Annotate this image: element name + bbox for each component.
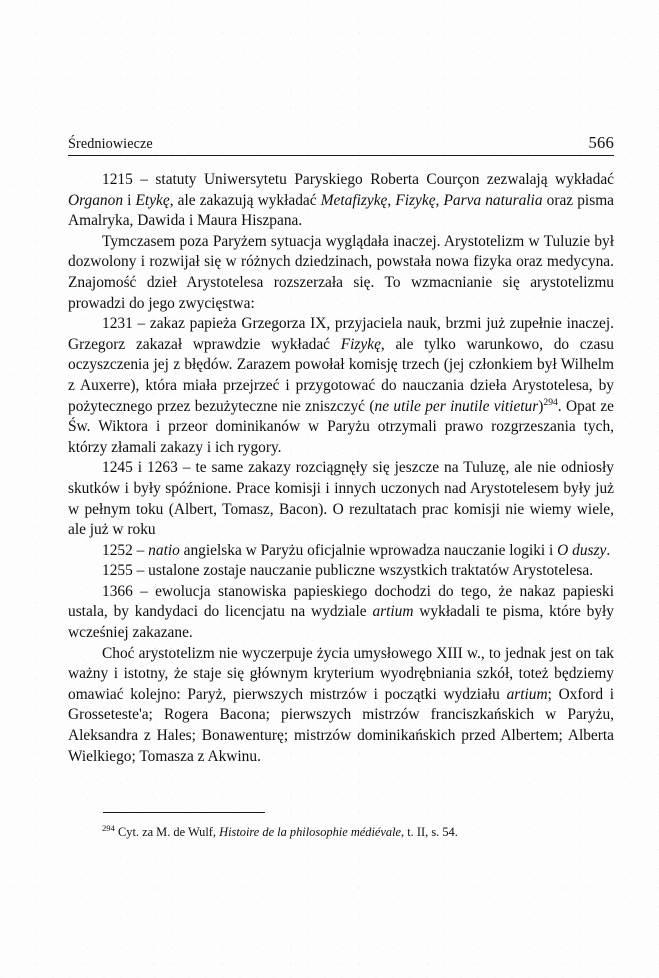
text-run: ) — [538, 397, 544, 415]
text-run: Cyt. za M. de Wulf, — [114, 825, 220, 839]
text-run: 1255 – ustalone zostaje nauczanie publiczne wszystkich traktatów Arystotelesa. — [102, 562, 594, 580]
paragraph — [68, 314, 614, 458]
italic-title-run: Etykę — [135, 191, 170, 209]
running-head — [68, 133, 614, 153]
italic-title-run: Parva naturalia — [443, 191, 543, 209]
italic-title-run: Organon — [68, 191, 124, 209]
italic-title-run: ne utile per inutile vitietur — [374, 397, 539, 415]
header-rule — [68, 155, 614, 156]
paragraph — [68, 582, 614, 644]
italic-title-run: artium — [506, 685, 548, 703]
footnote-number: 294 — [102, 822, 115, 833]
text-run: angielska w Paryżu oficjalnie wprowadza nauczanie logiki i — [179, 541, 558, 559]
italic-title-run: O duszy — [557, 541, 607, 559]
text-run: , — [435, 191, 444, 209]
text-run: , ale zakazują wykładać — [169, 191, 321, 209]
text-run: , ale tylko warunkowo, do czasu oczyszczenia jej z błędów. Zarazem powołał komisję trzech (jej członkiem był Wilhelm z Auxerre), która miała przejrzeć i przygotować do nauczania dzieła Arystotelesa, by pożytecznego przez bezużyteczne nie zniszczyć ( — [68, 335, 614, 415]
paragraph — [68, 541, 614, 562]
running-head-title: Średniowiecze — [68, 136, 153, 152]
text-run: . — [606, 541, 611, 559]
paragraph — [68, 561, 614, 582]
paragraph — [68, 644, 614, 768]
footnote-reference-marker: 294 — [543, 396, 558, 408]
text-run: 1215 – statuty Uniwersytetu Paryskiego Roberta Courçon zezwalają wykładać — [102, 171, 614, 188]
footnote-area — [68, 824, 614, 840]
footnote-entry — [68, 824, 614, 840]
text-run: oraz pisma Amalryka, Dawida i Maura Hiszpana. — [68, 191, 614, 230]
text-run: . Opat ze Św. Wiktora i przeor dominikanów w Paryżu otrzymali prawo rozgrzeszania tych, którzy złamali zakazy i ich rygory. — [68, 397, 614, 456]
text-run: 1366 – ewolucja stanowiska papieskiego dochodzi do tego, że nakaz papieski ustala, by kandydaci do licencjatu na wydziale — [68, 582, 614, 621]
italic-title-run: Metafizykę — [320, 191, 388, 209]
italic-title-run: artium — [372, 603, 414, 621]
italic-title-run: natio — [148, 541, 180, 559]
italic-title-run: Fizykę — [340, 335, 381, 353]
page-number: 566 — [588, 133, 614, 152]
text-run: 1245 i 1263 – te same zakazy rozciągnęły się jeszcze na Tuluzę, ale nie odniosły skutków i były spóźnione. Prace komisji i innych uczonych nad Arystotelesem były już w pełnym toku (Albert, Tomasz, Bacon). O rezultatach prac komisji nie wiemy wiele, ale już w roku — [68, 459, 614, 539]
text-run: , t. II, s. 54. — [401, 825, 458, 839]
italic-title-run: Fizykę — [395, 191, 436, 209]
text-run: , — [387, 191, 396, 209]
text-run: Tymczasem poza Paryżem sytuacja wyglądała inaczej. Arystotelizm w Tuluzie był dozwolony i rozwijał się w różnych dziedzinach, powstała nowa fizyka oraz medycyna. Znajomość dzieł Arystotelesa rozszerzała się. To wzmacnianie się arystotelizmu prowadzi do jego zwycięstwa: — [68, 232, 614, 312]
text-run: Choć arystotelizm nie wyczerpuje życia umysłowego XIII w., to jednak jest on tak ważny i istotny, że staje się głównym kryterium wyodrębniania szkół, toteż będziemy omawiać kolejno: Paryż, pierwszych mistrzów i początki wydziału — [68, 644, 614, 703]
footnote-separator-rule — [103, 812, 265, 813]
text-run: 1231 – zakaz papieża Grzegorza IX, przyjaciela nauk, brzmi już zupełnie inaczej. Grzegorz zakazał wprawdzie wykładać — [68, 315, 614, 353]
italic-title-run: Histoire de la philosophie médiévale — [219, 825, 402, 839]
text-run: ; Oxford i Grosseteste'a; Rogera Bacona; pierwszych mistrzów franciszkańskich w Paryżu, Aleksandra z Hales; Bonawenturę; mistrzów dominikańskich przed Albertem; Alberta Wielkiego; Tomasza z Akwinu. — [68, 685, 614, 765]
paragraph — [68, 458, 614, 540]
paragraph — [68, 232, 614, 314]
text-run: i — [123, 191, 136, 209]
text-run: wykładali te pisma, które były wcześniej zakazane. — [68, 603, 614, 642]
body-text-column — [68, 170, 614, 767]
paragraph — [68, 170, 614, 232]
text-run: 1252 – — [102, 541, 149, 559]
